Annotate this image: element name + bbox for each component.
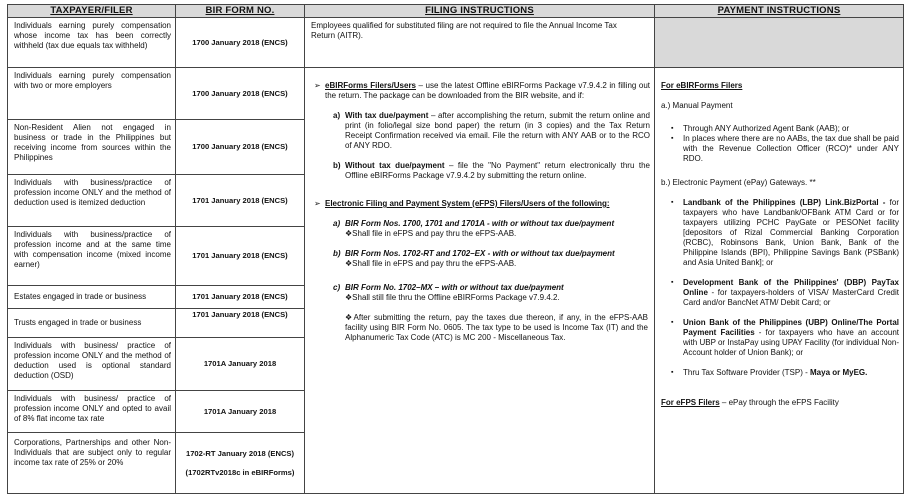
item-label: a) — [333, 219, 341, 228]
item-label: b) — [333, 161, 341, 170]
efps-item-b — [311, 249, 650, 269]
efps-payment-heading: For eFPS Filers — [661, 398, 720, 407]
tsp-providers: Maya or MyEG. — [810, 368, 868, 377]
filer-cell: Corporations, Partnerships and other Non-Individuals that are subject only to regular income tax rate of 25% or 20% — [7, 432, 176, 494]
efps-item-a — [311, 219, 650, 239]
efps-item-a-heading: BIR Form Nos. 1700, 1701 and 1701A - with or without tax due/payment — [345, 219, 615, 228]
filer-cell: Estates engaged in trade or business — [7, 285, 176, 309]
bir-form-label: 1702-RT January 2018 (ENCS) — [185, 448, 295, 458]
bir-form-label: 1701 January 2018 (ENCS) — [192, 195, 288, 205]
efps-payment-text: – ePay through the eFPS Facility — [719, 398, 839, 407]
bullet-icon: ▪ — [671, 369, 674, 376]
bullet-icon: ▪ — [671, 135, 674, 142]
efps-item-c-bullet-2: ❖After submitting the return, pay the taxes due thereon, if any, in the eFPS-AAB facility using BIR Form No. 0605. The tax type to be used is Income Tax (IT) and the Alphanumeric Tax Code (ATC) is MC 200 - Miscellaneous Tax. — [345, 313, 648, 342]
ebirforms-filers-heading: eBIRForms Filers/Users — [325, 81, 417, 90]
without-tax-due-block — [311, 161, 650, 181]
bir-form-cell — [175, 285, 305, 309]
payment-instructions-cell — [654, 67, 904, 494]
filing-instructions-cell — [304, 67, 655, 494]
bir-form-cell — [175, 432, 305, 494]
header-taxpayer-filer: TAXPAYER/FILER — [7, 4, 176, 18]
without-tax-due-text: – file the "No Payment" return electronically thru the Offline eBIRForms Package v7.9.4.2 by submitting the return online. — [345, 161, 651, 180]
bir-form-cell — [175, 226, 305, 286]
lbp-text: for taxpayers who have Landbank/OFBank ATM Card or for taxpayers utilizing PCHC PayGate or PESONet facility [depositors of Rizal Commercial Banking Corporation (RCBC), Robinsons Bank, Union Bank, Bank of the Philippine Islands (BPI), Philippine Savings Bank (PSBank) and Asia United Bank]; or — [683, 198, 900, 267]
efps-payment-line — [661, 398, 899, 408]
filer-cell: Individuals earning purely compensation with two or more employers — [7, 67, 176, 120]
with-tax-due-block — [311, 111, 650, 151]
ebirforms-filers-block — [311, 81, 650, 101]
efps-filers-block — [311, 199, 650, 209]
ebirforms-payment-heading: For eBIRForms Filers — [661, 81, 743, 90]
lbp-heading: Landbank of the Philippines (LBP) Link.BizPortal - — [683, 198, 886, 207]
ubp-text: - for taxpayers who have an account with UBP or InstaPay using UPAY Facility (for individual Non-Account holder of Union Bank); or — [683, 328, 899, 357]
bir-form-label: 1700 January 2018 (ENCS) — [192, 88, 288, 98]
filer-cell: Individuals with business/ practice of profession income ONLY and opted to avail of 8% flat income tax rate — [7, 390, 176, 433]
header-payment-instructions: PAYMENT INSTRUCTIONS — [654, 4, 904, 18]
bir-form-label: 1701 January 2018 (ENCS) — [192, 310, 288, 319]
bullet-icon: ▪ — [671, 199, 674, 206]
epay-label: b.) Electronic Payment (ePay) Gateways. ** — [661, 178, 816, 187]
with-tax-due-heading: With tax due/payment — [345, 111, 429, 120]
dbp-heading: Development Bank of the Philippines' (DBP) PayTax Online — [683, 278, 899, 297]
header-bir-form-no: BIR FORM NO. — [175, 4, 305, 18]
tsp-text: Thru Tax Software Provider (TSP) - — [683, 368, 810, 377]
item-label: b) — [333, 249, 341, 258]
dbp-text: - for taxpayers-holders of VISA/ MasterCard Credit Card and/or BancNet ATM/ Debit Card; or — [683, 288, 899, 307]
efps-item-c — [311, 283, 650, 343]
filer-cell: Individuals earning purely compensation whose income tax has been correctly withheld (tax due equals tax withheld) — [7, 17, 176, 68]
filer-cell: Trusts engaged in trade or business — [7, 308, 176, 338]
aitr-note: Employees qualified for substituted filing are not required to file the Annual Income Tax Return (AITR). — [311, 21, 617, 40]
bir-form-cell — [175, 67, 305, 120]
efps-item-b-heading: BIR Form Nos. 1702-RT and 1702–EX - with or without tax due/payment — [345, 249, 615, 258]
efps-item-a-bullet: ❖Shall file in eFPS and pay thru the eFPS-AAB. — [345, 229, 517, 238]
item-label: c) — [333, 283, 341, 292]
filer-cell: Individuals with business/practice of profession income ONLY and the method of deduction used is itemized deduction — [7, 174, 176, 227]
bir-form-cell — [175, 174, 305, 227]
bullet-icon: ▪ — [671, 125, 674, 132]
ubp-heading: Union Bank of the Philippines (UBP) Online/The Portal Payment Facilities — [683, 318, 899, 337]
manual-payment-item-2-text: In places where there are no AABs, the tax due shall be paid with the Revenue Collection Officer (RCO)* under ANY RDO. — [683, 134, 899, 163]
bir-form-cell — [175, 308, 305, 338]
filer-cell: Non-Resident Alien not engaged in business or trade in the Philippines but receiving income from sources within the Philippines — [7, 119, 176, 175]
bullet-icon: ▪ — [671, 319, 674, 326]
filer-cell: Individuals with business/ practice of profession income ONLY and the method of deduction used is optional standard deduction (OSD) — [7, 337, 176, 391]
efps-filers-heading: Electronic Filing and Payment System (eFPS) Filers/Users of the following: — [325, 199, 610, 208]
bir-form-label: 1701A January 2018 — [203, 406, 277, 416]
epay-tsp — [661, 368, 899, 378]
ebirforms-filers-text: – use the latest Offline eBIRForms Package v7.9.4.2 in filling out the return. The package can be downloaded from the BIR website, and if: — [325, 81, 651, 100]
bir-form-label: 1701 January 2018 (ENCS) — [192, 251, 288, 260]
efps-item-c-bullet-1: ❖Shall still file thru the Offline eBIRForms Package v7.9.4.2. — [345, 293, 560, 302]
manual-payment-item-1 — [661, 124, 899, 134]
bir-form-cell — [175, 390, 305, 433]
filing-aitr-cell — [304, 17, 655, 68]
manual-payment-label: a.) Manual Payment — [661, 101, 733, 110]
bir-form-cell — [175, 337, 305, 391]
bir-form-label: 1701 January 2018 (ENCS) — [192, 292, 288, 301]
manual-payment-item-1-text: Through ANY Authorized Agent Bank (AAB); or — [683, 124, 850, 133]
efps-item-c-heading: BIR Form No. 1702–MX – with or without tax due/payment — [345, 283, 564, 292]
bullet-icon: ▪ — [671, 279, 674, 286]
header-filing-instructions: FILING INSTRUCTIONS — [304, 4, 655, 18]
efps-item-b-bullet: ❖Shall file in eFPS and pay thru the eFPS-AAB. — [345, 259, 517, 268]
arrow-icon: ➢ — [314, 199, 321, 208]
epay-dbp — [661, 278, 899, 308]
payment-blank-cell — [654, 17, 904, 68]
bir-form-cell — [175, 17, 305, 68]
item-label: a) — [333, 111, 341, 120]
epay-ubp — [661, 318, 899, 358]
without-tax-due-heading: Without tax due/payment — [345, 161, 445, 170]
with-tax-due-text: – after accomplishing the return, submit the return online and print (in folio/legal size bond paper) the return (in 3 copies) and the Tax Return Receipt Confirmation received via email. File the return with ANY AAB or to the RCO of ANY RDO. — [345, 111, 650, 150]
bir-form-cell — [175, 119, 305, 175]
filer-cell: Individuals with business/practice of profession income and at the same time with compensation income (mixed income earner) — [7, 226, 176, 286]
epay-lbp — [661, 198, 899, 268]
bir-form-label-ebirforms: (1702RTv2018c in eBIRForms) — [185, 467, 295, 477]
bir-form-label: 1700 January 2018 (ENCS) — [192, 142, 288, 151]
arrow-icon: ➢ — [314, 81, 321, 90]
manual-payment-item-2 — [661, 134, 899, 164]
bir-form-label: 1701A January 2018 — [203, 359, 277, 368]
bir-form-label: 1700 January 2018 (ENCS) — [192, 37, 288, 47]
